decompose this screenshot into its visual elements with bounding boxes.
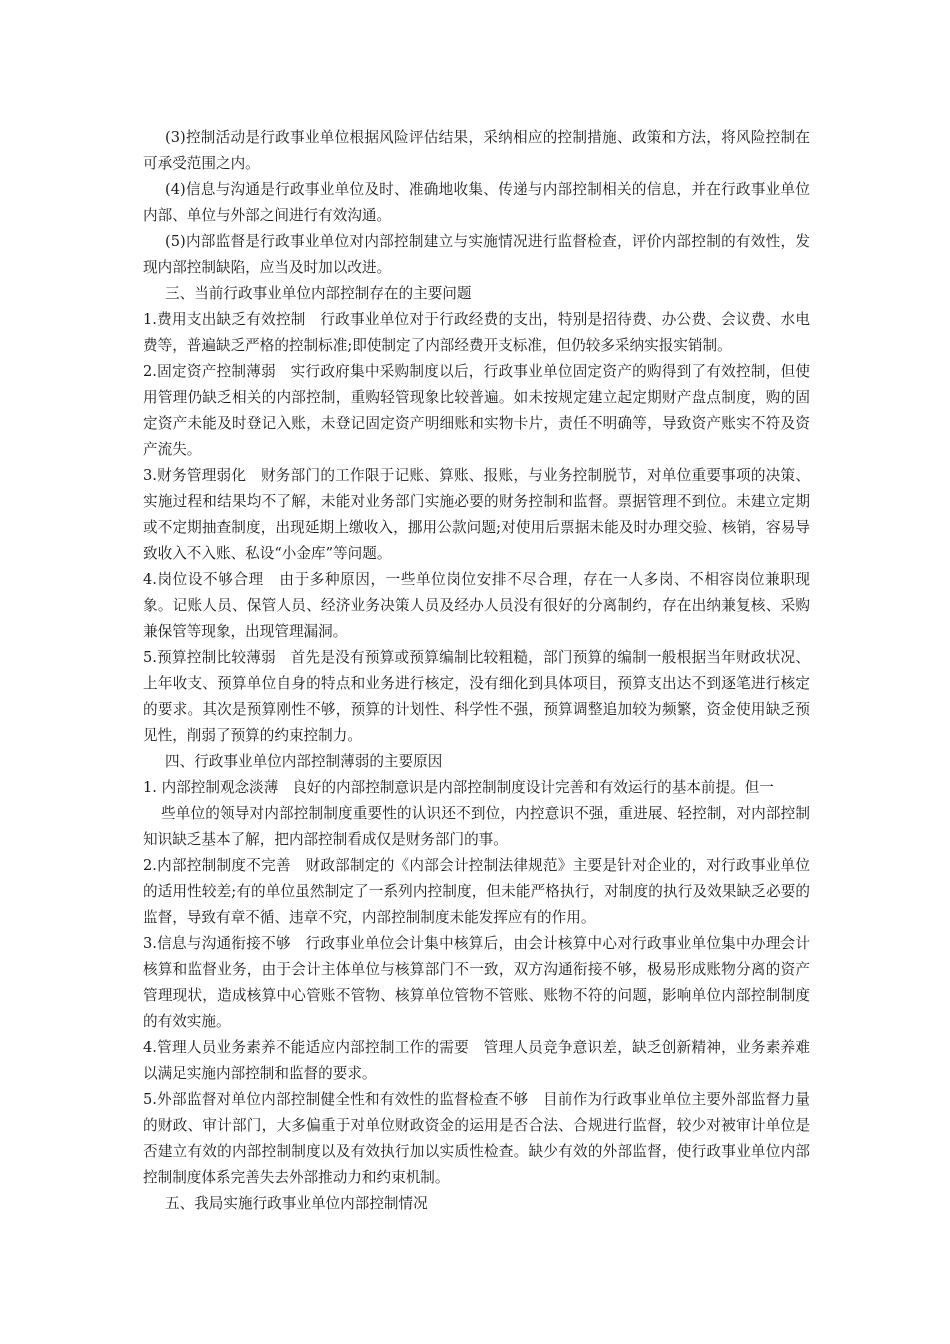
section-heading-4: 四、行政事业单位内部控制薄弱的主要原因 xyxy=(165,753,443,770)
reason-item-5 xyxy=(143,1087,810,1191)
problem-item-3 xyxy=(143,463,810,567)
reason-item-3-lead: 3.信息与沟通衔接不够 xyxy=(143,935,291,952)
reason-item-4 xyxy=(143,1035,810,1087)
problem-item-2 xyxy=(143,359,810,463)
reason-item-2-lead: 2.内部控制制度不完善 xyxy=(143,857,291,874)
problem-item-2-lead: 2.固定资产控制薄弱 xyxy=(143,363,276,380)
problem-item-2-body: 实行政府集中采购制度以后，行政事业单位固定资产的购得到了有效控制，但使用管理仍缺乏相关的内部控制，重购轻管现象比较普遍。如未按规定建立起定期财产盘点制度，购的固定资产未能及时登记入账，未登记固定资产明细账和实物卡片，责任不明确等，导致资产账实不符及资产流失。 xyxy=(143,363,810,458)
problem-item-4-lead: 4.岗位设不够合理 xyxy=(143,571,264,588)
reason-item-1-continuation: 些单位的领导对内部控制制度重要性的认识还不到位，内控意识不强，重进展、轻控制，对内部控制知识缺乏基本了解，把内部控制看成仅是财务部门的事。 xyxy=(143,805,810,848)
paragraph-internal-supervision: (5)内部监督是行政事业单位对内部控制建立与实施情况进行监督检查，评价内部控制的有效性，发现内部控制缺陷，应当及时加以改进。 xyxy=(143,233,810,276)
problem-item-1-lead: 1.费用支出缺乏有效控制 xyxy=(143,311,306,328)
problem-item-3-body: 财务部门的工作限于记账、算账、报账，与业务控制脱节，对单位重要事项的决策、实施过程和结果均不了解，未能对业务部门实施必要的财务控制和监督。票据管理不到位。未建立定期或不定期抽查制度，出现延期上缴收入，挪用公款问题;对使用后票据未能及时办理交验、核销，容易导致收入不入账、私设“小金库”等问题。 xyxy=(143,467,810,562)
section-heading-3: 三、当前行政事业单位内部控制存在的主要问题 xyxy=(165,285,472,302)
problem-item-1 xyxy=(143,307,810,359)
paragraph-control-activities: (3)控制活动是行政事业单位根据风险评估结果，采纳相应的控制措施、政策和方法，将风险控制在可承受范围之内。 xyxy=(143,129,810,172)
problem-item-3-lead: 3.财务管理弱化 xyxy=(143,467,247,484)
problem-item-5-body: 首先是没有预算或预算编制比较粗糙，部门预算的编制一般根据当年财政状况、上年收支、预算单位自身的特点和业务进行核定，没有细化到具体项目，预算支出达不到逐笔进行核定的要求。其次是预算刚性不够，预算的计划性、科学性不强，预算调整追加较为频繁，资金使用缺乏预见性，削弱了预算的约束控制力。 xyxy=(143,649,810,744)
problem-item-4 xyxy=(143,567,810,645)
reason-item-3 xyxy=(143,931,810,1035)
document-page xyxy=(143,125,810,1217)
problem-item-1-body: 行政事业单位对于行政经费的支出，特别是招待费、办公费、会议费、水电费等，普遍缺乏严格的控制标准;即使制定了内部经费开支标准，但仍较多采纳实报实销制。 xyxy=(143,311,810,354)
reason-item-4-lead: 4.管理人员业务素养不能适应内部控制工作的需要 xyxy=(143,1039,469,1056)
reason-item-3-body: 行政事业单位会计集中核算后，由会计核算中心对行政事业单位集中办理会计核算和监督业务，由于会计主体单位与核算部门不一致，双方沟通衔接不够，极易形成账物分离的资产管理现状，造成核算中心管账不管物、核算单位管物不管账、账物不符的问题，影响单位内部控制制度的有效实施。 xyxy=(143,935,810,1030)
section-heading-5: 五、我局实施行政事业单位内部控制情况 xyxy=(165,1195,428,1212)
reason-item-2 xyxy=(143,853,810,931)
reason-item-1 xyxy=(143,775,810,801)
problem-item-4-body: 由于多种原因，一些单位岗位安排不尽合理，存在一人多岗、不相容岗位兼职现象。记账人员、保管人员、经济业务决策人员及经办人员没有很好的分离制约，存在出纳兼复核、采购兼保管等现象，出现管理漏洞。 xyxy=(143,571,810,640)
reason-item-1-lead: 1. 内部控制观念淡薄 xyxy=(143,779,279,796)
reason-item-4-body: 管理人员竞争意识差，缺乏创新精神，业务素养难以满足实施内部控制和监督的要求。 xyxy=(143,1039,810,1082)
reason-item-5-body: 目前作为行政事业单位主要外部监督力量的财政、审计部门，大多偏重于对单位财政资金的运用是否合法、合规进行监督，较少对被审计单位是否建立有效的内部控制制度以及有效执行加以实质性检查。缺少有效的外部监督，使行政事业单位内部控制制度体系完善失去外部推动力和约束机制。 xyxy=(143,1091,810,1186)
reason-item-5-lead: 5.外部监督对单位内部控制健全性和有效性的监督检查不够 xyxy=(143,1091,529,1108)
reason-item-1-body: 良好的内部控制意识是内部控制制度设计完善和有效运行的基本前提。但一 xyxy=(292,779,774,796)
reason-item-2-body: 财政部制定的《内部会计控制法律规范》主要是针对企业的，对行政事业单位的适用性较差;有的单位虽然制定了一系列内控制度，但未能严格执行，对制度的执行及效果缺乏必要的监督，导致有章不循、违章不究，内部控制制度未能发挥应有的作用。 xyxy=(143,857,810,926)
paragraph-information-communication: (4)信息与沟通是行政事业单位及时、准确地收集、传递与内部控制相关的信息，并在行政事业单位内部、单位与外部之间进行有效沟通。 xyxy=(143,181,810,224)
problem-item-5 xyxy=(143,645,810,749)
problem-item-5-lead: 5.预算控制比较薄弱 xyxy=(143,649,276,666)
